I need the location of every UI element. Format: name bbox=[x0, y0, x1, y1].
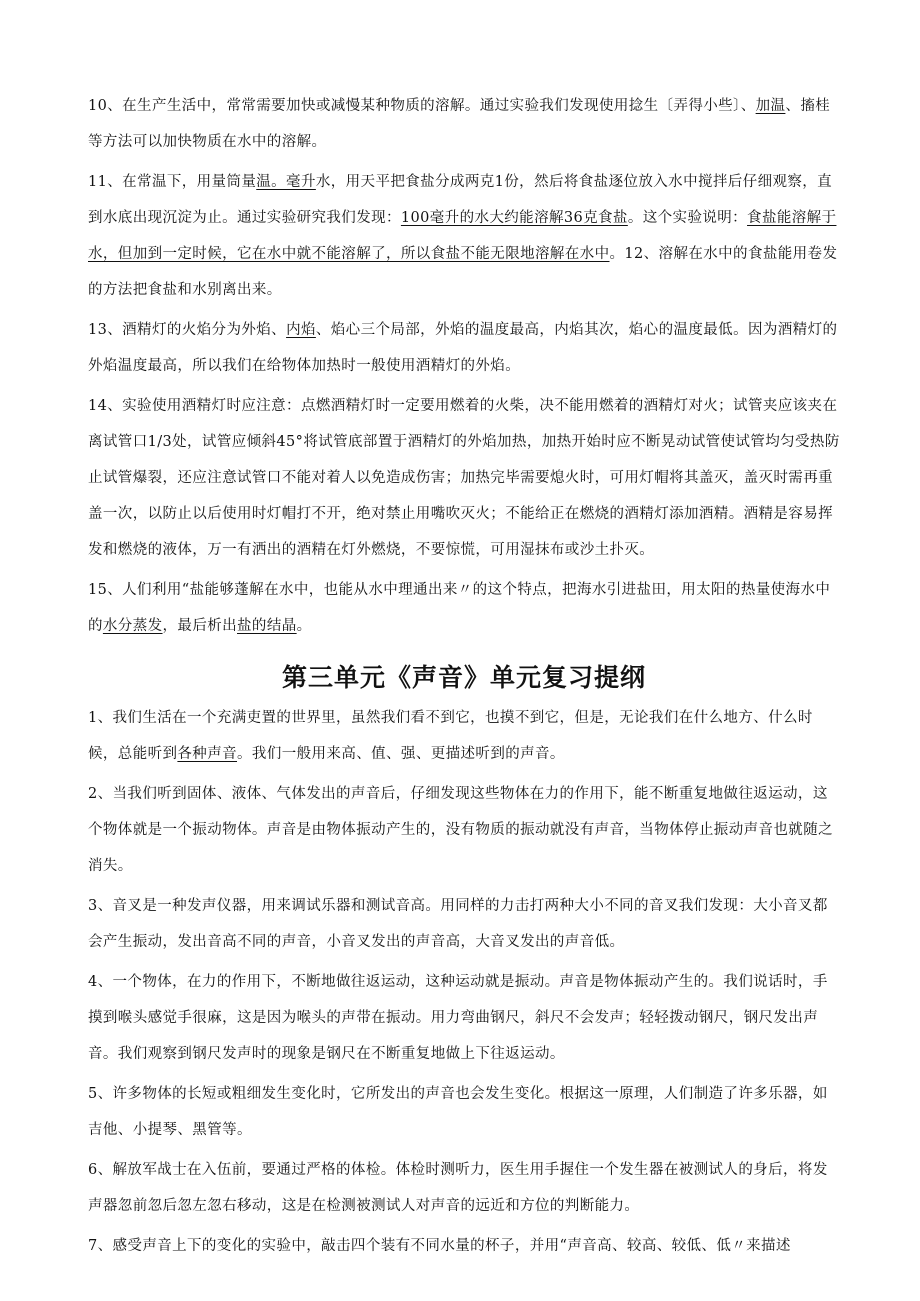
p13-underline-inner-flame: 内焰 bbox=[286, 322, 316, 338]
document-page bbox=[88, 88, 840, 1268]
p10-underline-heating: 加温 bbox=[755, 98, 786, 114]
p11-underline-result: 100毫升的水大约能溶解36克食盐 bbox=[400, 210, 628, 226]
paragraph-10 bbox=[88, 88, 840, 160]
p11-underline-ml: 温。毫升 bbox=[256, 174, 316, 190]
paragraph-s6: 6、解放军战士在入伍前，要通过严格的体检。体检时测听力，医生用手握住一个发生器在被测试人的身后，将发声器忽前忽后忽左忽右移动，这是在检测被测试人对声音的远近和方位的判断能力。 bbox=[88, 1162, 828, 1214]
p15-text-b: ，最后析出 bbox=[162, 618, 238, 634]
paragraph-11 bbox=[88, 164, 840, 308]
s1-text-b: 。我们一般用来高、值、强、更描述听到的声音。 bbox=[237, 746, 565, 762]
p11-text-c: 。这个实验说明： bbox=[627, 210, 748, 226]
paragraph-s3: 3、音叉是一种发声仪器，用来调试乐器和测试音高。用同样的力击打两种大小不同的音叉我们发现：大小音叉都会产生振动，发出音高不同的声音，小音叉发出的声音高，大音叉发出的声音低。 bbox=[88, 898, 828, 950]
p13-text-a: 13、酒精灯的火焰分为外焰、 bbox=[88, 322, 287, 338]
p15-text-a: 15、人们利用“盐能够蓬解在水中，也能从水中理通出来〃的这个特点，把海水引进盐田，用太阳的热量使海水中的 bbox=[88, 582, 831, 634]
p15-text-c: 。 bbox=[296, 618, 312, 634]
section-title: 第三单元《声音》单元复习提纲 bbox=[281, 663, 646, 692]
paragraph-s2: 2、当我们听到固体、液体、气体发出的声音后，仔细发现这些物体在力的作用下，能不断重复地做往返运动，这个物体就是一个振动物体。声音是由物体振动产生的，没有物质的振动就没有声音，当物体停止振动声音也就随之消失。 bbox=[88, 786, 833, 874]
p11-underline-conclusion: 食盐能溶解于水，但加到一定时候，它在水中就不能溶解了，所以食盐不能无限地溶解在水中 bbox=[88, 210, 837, 262]
p10-text-a: 10、在生产生活中，常常需要加快或减慢某种物质的溶解。通过实验我们发现使用捻生〔弄得小些〕、 bbox=[88, 98, 756, 114]
paragraph-13 bbox=[88, 312, 840, 384]
paragraph-s1 bbox=[88, 700, 840, 772]
s1-text-a: 1、我们生活在一个充满吏置的世界里，虽然我们看不到它，也摸不到它，但是，无论我们在什么地方、什么时候，总能听到 bbox=[88, 710, 813, 762]
paragraph-14: 14、实验使用酒精灯时应注意：点燃酒精灯时一定要用燃着的火柴，决不能用燃着的酒精灯对火；试管夹应该夹在离试管口1/3处，试管应倾斜45°将试管底部置于酒精灯的外焰加热，加热开始时应不断晃动试管使试管均匀受热防止试管爆裂，还应注意试管口不能对着人以免造成伤害；加热完毕需要熄火时，可用灯帽将其盖灭，盖灭时需再重盖一次，以防止以后使用时灯帽打不开，绝对禁止用嘴吹灭火；不能给正在燃烧的酒精灯添加酒精。酒精是容易挥发和燃烧的液体，万一有洒出的酒精在灯外燃烧，不要惊慌，可用湿抹布或沙土扑灭。 bbox=[88, 398, 840, 558]
paragraph-s5: 5、许多物体的长短或粗细发生变化时，它所发出的声音也会发生变化。根据这一原理，人们制造了许多乐器，如吉他、小提琴、黑管等。 bbox=[88, 1086, 828, 1138]
paragraph-15 bbox=[88, 572, 840, 644]
p13-text-b: 、焰心三个局部，外焰的温度最高，内焰其次，焰心的温度最低。因为酒精灯的外焰温度最高，所以我们在给物体加热时一般使用酒精灯的外焰。 bbox=[88, 322, 838, 374]
p15-underline-evaporation: 水分蒸发 bbox=[102, 618, 163, 634]
s1-underline-sounds: 各种声音 bbox=[177, 746, 238, 762]
p11-text-d: 。12、溶解在水中的食盐能用卷发的方法把食盐和水别离出来。 bbox=[88, 246, 838, 298]
p11-text-a: 11、在常温下，用量筒量 bbox=[88, 174, 257, 190]
p11-text-b: 水，用天平把食盐分成两克1份，然后将食盐逐位放入水中搅拌后仔细观察，直到水底出现沉淀为止。通过实验研究我们发现： bbox=[88, 174, 833, 226]
paragraph-s7: 7、感受声音上下的变化的实验中，敲击四个装有不同水量的杯子，并用“声音高、较高、较低、低〃来描述 bbox=[88, 1238, 791, 1254]
p10-text-b: 、搐桂等方法可以加快物质在水中的溶解。 bbox=[88, 98, 831, 150]
p15-underline-crystal: 盐的结晶 bbox=[237, 618, 297, 634]
paragraph-s4: 4、一个物体，在力的作用下，不断地做往返运动，这种运动就是振动。声音是物体振动产生的。我们说话时，手摸到喉头感觉手很麻，这是因为喉头的声带在振动。用力弯曲钢尺，斜尺不会发声；轻轻拨动钢尺，钢尺发出声音。我们观察到钢尺发声时的现象是钢尺在不断重复地做上下往返运动。 bbox=[88, 974, 828, 1062]
